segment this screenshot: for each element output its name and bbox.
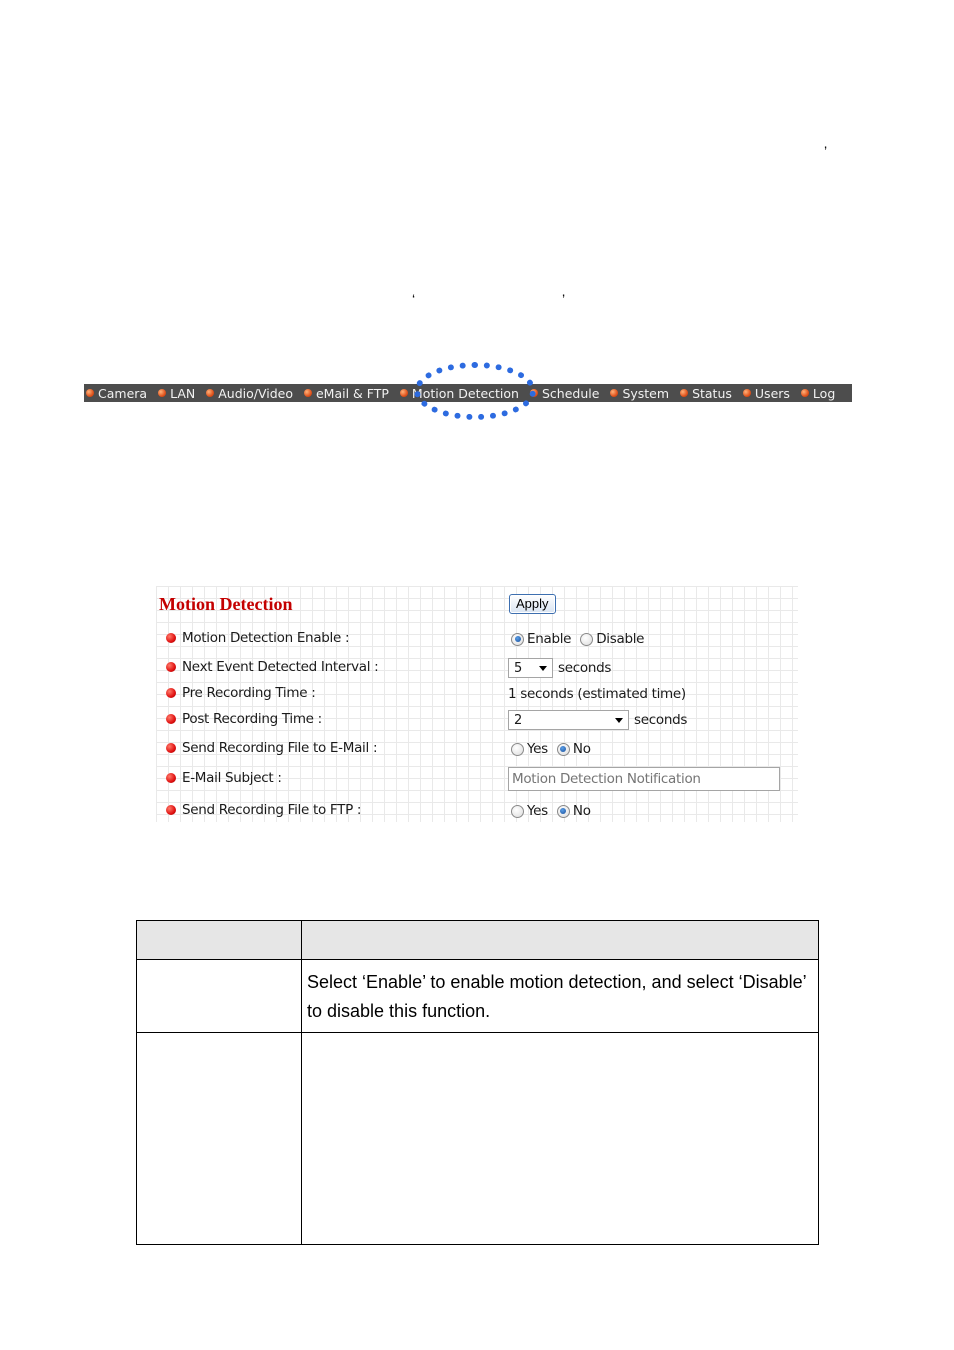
bullet-icon: [400, 389, 408, 397]
radio-label: Yes: [527, 741, 548, 757]
pre-recording-value: 1 seconds (estimated time): [508, 686, 686, 702]
nav-item-lan[interactable]: [158, 386, 195, 401]
setting-row-ftp: [156, 800, 798, 822]
nav-label: Status: [692, 385, 732, 401]
motion-detection-panel: [156, 586, 798, 822]
radio-label: Enable: [527, 631, 572, 647]
cell-text: [137, 960, 301, 974]
radio-label: Disable: [596, 631, 645, 647]
panel-title: Motion Detection: [159, 594, 293, 614]
setting-label: E-Mail Subject :: [182, 770, 282, 786]
stray-quote-mark: ’: [824, 143, 828, 159]
enable-radio-group: [508, 628, 650, 650]
bullet-icon: [530, 389, 538, 397]
bullet-icon: [166, 714, 176, 724]
table-cell-item: [137, 1033, 302, 1245]
bullet-icon: [166, 743, 176, 753]
nav-label: Camera: [98, 385, 148, 401]
setting-label: Pre Recording Time :: [182, 685, 316, 701]
table-header-row: [137, 921, 819, 960]
email-radio-group: [508, 738, 597, 760]
bullet-icon: [801, 389, 809, 397]
nav-label: Motion Detection: [411, 385, 519, 401]
nav-item-camera[interactable]: [86, 386, 147, 401]
bullet-icon: [86, 389, 94, 397]
bullet-icon: [158, 389, 166, 397]
bullet-icon: [610, 389, 618, 397]
nav-label: LAN: [170, 385, 196, 401]
chevron-down-icon: [539, 666, 547, 671]
cell-text: Select ‘Enable’ to enable motion detection, and select ‘Disable’ to disable this function.: [307, 972, 806, 1021]
nav-label: Users: [754, 385, 790, 401]
description-table: [136, 920, 819, 1245]
table-cell-item: [137, 960, 302, 1033]
unit-label: seconds: [558, 660, 612, 676]
interval-control: [508, 657, 611, 679]
table-row: [137, 1033, 819, 1245]
setting-row-email-subject: [156, 768, 798, 790]
nav-item-users[interactable]: [743, 386, 790, 401]
setting-row-pre-recording: [156, 683, 798, 705]
email-yes-radio[interactable]: [511, 743, 524, 756]
radio-label: No: [572, 741, 591, 757]
bullet-icon: [166, 633, 176, 643]
bullet-icon: [166, 688, 176, 698]
disable-radio[interactable]: [580, 633, 593, 646]
stray-quote-mark: ’: [562, 291, 566, 307]
select-value: 2: [514, 712, 522, 728]
ftp-radio-group: [508, 800, 597, 822]
stray-quote-mark: ‘: [412, 291, 416, 307]
email-no-radio[interactable]: [557, 743, 570, 756]
nav-item-email-ftp[interactable]: [304, 386, 389, 401]
nav-item-audio-video[interactable]: [206, 386, 293, 401]
setting-label: Next Event Detected Interval :: [182, 659, 379, 675]
nav-item-log[interactable]: [801, 386, 835, 401]
select-value: 5: [514, 660, 522, 676]
nav-bar: [84, 384, 852, 402]
interval-select[interactable]: [508, 658, 553, 678]
bullet-icon: [304, 389, 312, 397]
cell-text: [302, 1033, 818, 1047]
bullet-icon: [206, 389, 214, 397]
email-subject-control: [508, 768, 780, 790]
nav-label: Audio/Video: [218, 385, 293, 401]
setting-label: Send Recording File to E-Mail :: [182, 740, 378, 756]
bullet-icon: [743, 389, 751, 397]
table-header-cell: [302, 921, 819, 960]
table-cell-description: [302, 960, 819, 1033]
chevron-down-icon: [615, 718, 623, 723]
bullet-icon: [166, 773, 176, 783]
ftp-no-radio[interactable]: [557, 805, 570, 818]
table-cell-description: [302, 1033, 819, 1245]
nav-item-motion-detection[interactable]: [400, 386, 519, 401]
unit-label: seconds: [634, 712, 688, 728]
setting-row-enable: [156, 628, 798, 650]
post-recording-select[interactable]: [508, 710, 629, 730]
bullet-icon: [166, 662, 176, 672]
nav-label: System: [622, 385, 670, 401]
setting-row-email: [156, 738, 798, 760]
cell-text: [137, 1033, 301, 1047]
radio-label: No: [572, 803, 591, 819]
setting-row-interval: [156, 657, 798, 679]
table-row: [137, 960, 819, 1033]
nav-item-system[interactable]: [610, 386, 669, 401]
setting-row-post-recording: [156, 709, 798, 731]
email-subject-input[interactable]: [508, 767, 780, 791]
post-recording-control: [508, 709, 687, 731]
radio-label: Yes: [527, 803, 548, 819]
setting-label: Send Recording File to FTP :: [182, 802, 362, 818]
enable-radio[interactable]: [511, 633, 524, 646]
apply-button[interactable]: Apply: [509, 594, 556, 614]
nav-label: Schedule: [541, 385, 600, 401]
ftp-yes-radio[interactable]: [511, 805, 524, 818]
nav-item-schedule[interactable]: [530, 386, 599, 401]
nav-label: eMail & FTP: [315, 385, 389, 401]
setting-label: Motion Detection Enable :: [182, 630, 350, 646]
nav-label: Log: [812, 385, 836, 401]
nav-item-status[interactable]: [680, 386, 732, 401]
bullet-icon: [680, 389, 688, 397]
table-header-cell: [137, 921, 302, 960]
bullet-icon: [166, 805, 176, 815]
setting-label: Post Recording Time :: [182, 711, 322, 727]
